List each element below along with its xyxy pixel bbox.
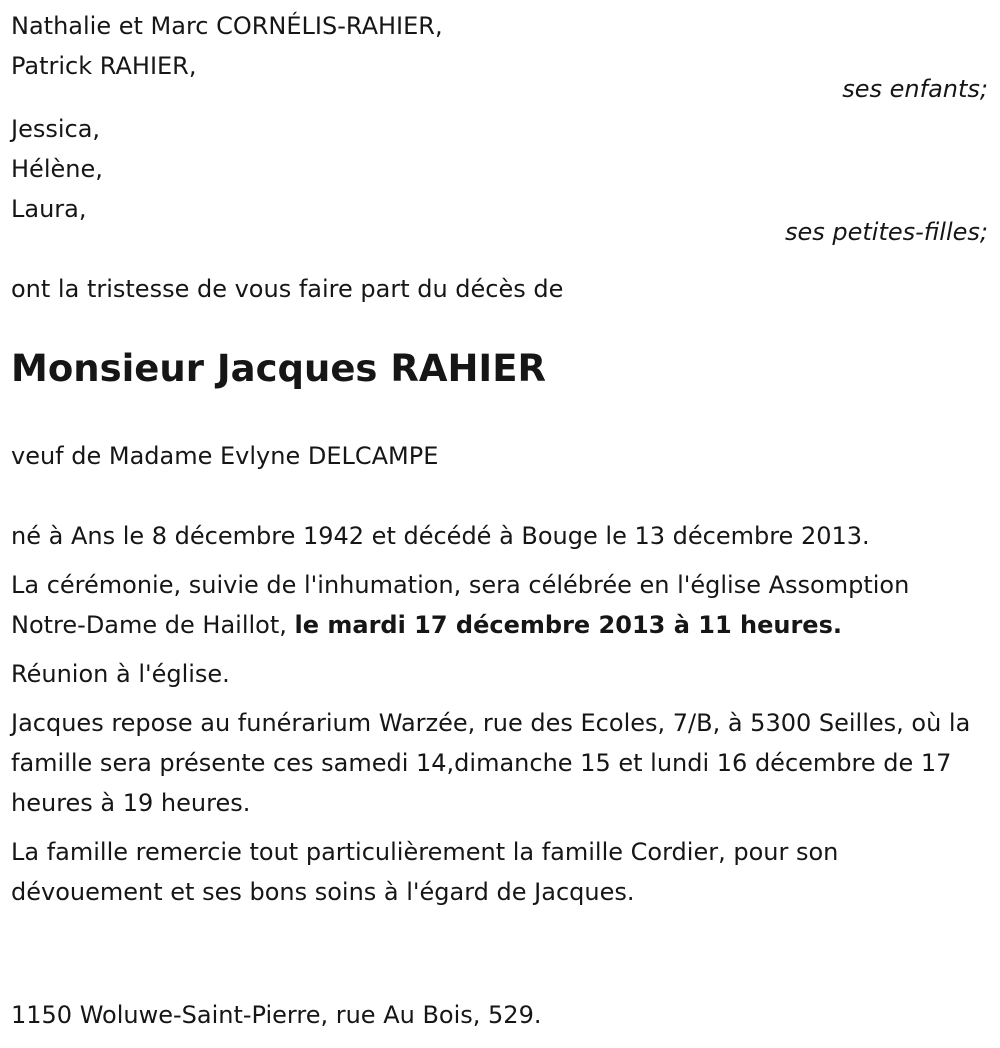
ceremony-date: le mardi 17 décembre 2013 à 11 heures.: [294, 611, 842, 639]
birth-death-text: né à Ans le 8 décembre 1942 et décédé à Bouge le 13 décembre 2013.: [11, 522, 870, 550]
children-line: Patrick RAHIER,: [11, 52, 197, 80]
children-note: ses enfants;: [842, 75, 988, 103]
grandchild-line: Laura,: [11, 195, 87, 223]
grandchildren-block: [11, 109, 988, 229]
thanks-text: La famille remercie tout particulièrement la famille Cordier, pour son dévouement et ses bons soins à l'égard de Jacques.: [11, 838, 839, 906]
deceased-name: Monsieur Jacques RAHIER: [11, 347, 546, 390]
ceremony-text: [11, 565, 941, 645]
details-block: [11, 516, 991, 912]
meeting-text: Réunion à l'église.: [11, 660, 230, 688]
announcement-text: ont la tristesse de vous faire part du décès de: [11, 275, 564, 303]
children-block: [11, 6, 988, 86]
widower-text: veuf de Madame Evlyne DELCAMPE: [11, 442, 439, 470]
ceremony-intro: La cérémonie, suivie de l'inhumation, sera célébrée en l'église Assomption Notre-Dame de Haillot,: [11, 571, 910, 639]
children-line: Nathalie et Marc CORNÉLIS-RAHIER,: [11, 12, 443, 40]
funeral-home-text: Jacques repose au funérarium Warzée, rue des Ecoles, 7/B, à 5300 Seilles, où la famille sera présente ces samedi 14,dimanche 15 et lundi 16 décembre de 17 heures à 19 heures.: [11, 709, 971, 817]
grandchildren-note: ses petites-filles;: [784, 218, 988, 246]
grandchild-line: Jessica,: [11, 115, 101, 143]
address-text: 1150 Woluwe-Saint-Pierre, rue Au Bois, 529.: [11, 1001, 542, 1029]
grandchild-line: Hélène,: [11, 155, 103, 183]
